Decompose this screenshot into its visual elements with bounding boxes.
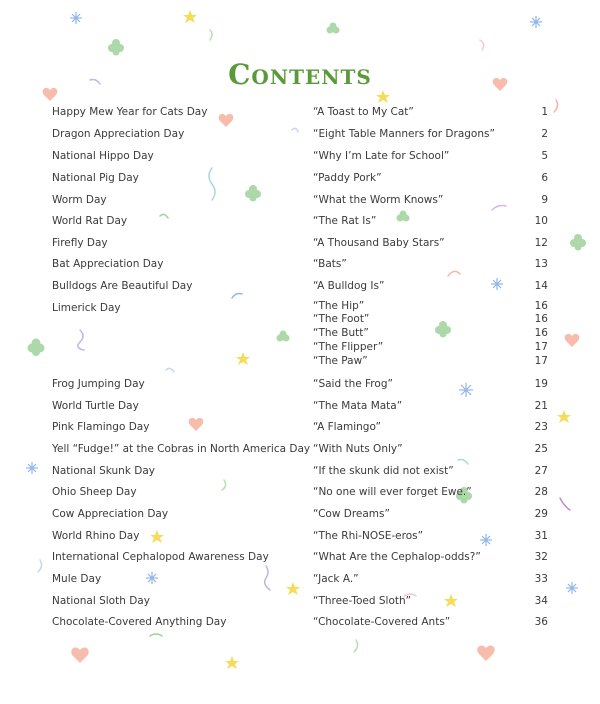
toc-poem-title: “Eight Table Manners for Dragons” xyxy=(313,128,495,140)
toc-day-title: Mule Day xyxy=(52,573,102,585)
toc-day-title: National Sloth Day xyxy=(52,595,150,607)
toc-day-title: Firefly Day xyxy=(52,237,108,249)
toc-poem-title: “Said the Frog” xyxy=(313,378,393,390)
toc-page-number: 10 xyxy=(534,215,548,227)
toc-day-title: Ohio Sheep Day xyxy=(52,486,137,498)
toc-page-number: 29 xyxy=(534,508,548,520)
toc-day-title: Limerick Day xyxy=(52,302,121,314)
toc-day-title: World Rat Day xyxy=(52,215,128,227)
toc-page-number: 2 xyxy=(541,128,548,140)
toc-row xyxy=(0,213,600,229)
toc-row xyxy=(0,571,600,587)
toc-page-number: 14 xyxy=(534,280,548,292)
toc-poem-title: “What Are the Cephalop-odds?” xyxy=(313,551,481,563)
toc-day-title: Worm Day xyxy=(52,194,107,206)
toc-poem-title: “What the Worm Knows” xyxy=(313,194,444,206)
toc-day-title: Dragon Appreciation Day xyxy=(52,128,185,140)
toc-row xyxy=(0,549,600,565)
toc-poem-title: “A Flamingo” xyxy=(313,421,381,433)
toc-page-number: 23 xyxy=(534,421,548,433)
toc-poem-title: “A Toast to My Cat” xyxy=(313,106,414,118)
toc-day-title: Chocolate-Covered Anything Day xyxy=(52,616,227,628)
toc-row xyxy=(0,235,600,251)
toc-poem-title: “With Nuts Only” xyxy=(313,443,403,455)
toc-page-number: 16 xyxy=(534,327,548,339)
toc-poem-title: “No one will ever forget Ewe.” xyxy=(313,486,472,498)
toc-day-title: Frog Jumping Day xyxy=(52,378,145,390)
toc-page-number: 25 xyxy=(534,443,548,455)
toc-poem-title: “The Flipper” xyxy=(313,341,384,353)
toc-row xyxy=(0,463,600,479)
toc-page-number: 33 xyxy=(534,573,548,585)
toc-poem-title: “A Bulldog Is” xyxy=(313,280,385,292)
toc-poem-title: “The Mata Mata” xyxy=(313,400,403,412)
toc-poem-title: “The Rat Is” xyxy=(313,215,377,227)
toc-page-number: 21 xyxy=(534,400,548,412)
toc-poem-title: “The Butt” xyxy=(313,327,369,339)
toc-day-title: Cow Appreciation Day xyxy=(52,508,169,520)
toc-row xyxy=(0,192,600,208)
toc-page-number: 1 xyxy=(541,106,548,118)
toc-page-number: 17 xyxy=(534,341,548,353)
toc-page-number: 9 xyxy=(541,194,548,206)
toc-page-number: 13 xyxy=(534,258,548,270)
toc-poem-title: “Cow Dreams” xyxy=(313,508,390,520)
toc-day-title: Yell “Fudge!” at the Cobras in North America Day xyxy=(52,443,311,455)
toc-poem-title: “Chocolate-Covered Ants” xyxy=(313,616,451,628)
toc-day-title: National Pig Day xyxy=(52,172,139,184)
toc-poem-title: “Jack A.” xyxy=(313,573,359,585)
toc-row xyxy=(0,126,600,142)
toc-day-title: Pink Flamingo Day xyxy=(52,421,150,433)
toc-page-number: 36 xyxy=(534,616,548,628)
toc-page-number: 16 xyxy=(534,313,548,325)
toc-poem-title: “The Rhi-NOSE-eros” xyxy=(313,530,424,542)
toc-row xyxy=(0,484,600,500)
toc-page-number: 5 xyxy=(541,150,548,162)
toc-page-number: 34 xyxy=(534,595,548,607)
toc-page-number: 19 xyxy=(534,378,548,390)
toc-row xyxy=(0,614,600,630)
toc-day-title: World Rhino Day xyxy=(52,530,140,542)
toc-poem-title: “Paddy Pork” xyxy=(313,172,382,184)
toc-row xyxy=(0,104,600,120)
toc-row xyxy=(0,528,600,544)
toc-day-title: Bat Appreciation Day xyxy=(52,258,164,270)
toc-row xyxy=(0,398,600,414)
toc-poem-title: “Why I’m Late for School” xyxy=(313,150,450,162)
toc-poem-title: “The Paw” xyxy=(313,355,368,367)
toc-row xyxy=(0,148,600,164)
toc-day-title: Happy Mew Year for Cats Day xyxy=(52,106,208,118)
toc-page-number: 32 xyxy=(534,551,548,563)
toc-row xyxy=(0,256,600,272)
toc-day-title: International Cephalopod Awareness Day xyxy=(52,551,269,563)
toc-poem-title: “Bats” xyxy=(313,258,347,270)
toc-page-number: 27 xyxy=(534,465,548,477)
toc-day-title: National Hippo Day xyxy=(52,150,154,162)
toc-row xyxy=(0,170,600,186)
toc-page-number: 16 xyxy=(534,300,548,312)
toc-poem-title: “If the skunk did not exist” xyxy=(313,465,454,477)
toc-row xyxy=(0,441,600,457)
page-title: Contents xyxy=(228,58,372,91)
toc-poem-title: “Three-Toed Sloth” xyxy=(313,595,412,607)
toc-row xyxy=(0,419,600,435)
toc-row xyxy=(0,300,600,316)
toc-day-title: National Skunk Day xyxy=(52,465,155,477)
toc-page-number: 17 xyxy=(534,355,548,367)
toc-page-number: 12 xyxy=(534,237,548,249)
toc-page-number: 31 xyxy=(534,530,548,542)
toc-page-number: 6 xyxy=(541,172,548,184)
toc-row xyxy=(0,506,600,522)
toc-poem-title: “A Thousand Baby Stars” xyxy=(313,237,445,249)
toc-day-title: World Turtle Day xyxy=(52,400,139,412)
toc-poem-title: “The Foot” xyxy=(313,313,370,325)
toc-day-title: Bulldogs Are Beautiful Day xyxy=(52,280,193,292)
toc-row xyxy=(0,376,600,392)
toc-row xyxy=(0,278,600,294)
toc-row xyxy=(0,593,600,609)
toc-page-number: 28 xyxy=(534,486,548,498)
toc-poem-title: “The Hip” xyxy=(313,300,365,312)
